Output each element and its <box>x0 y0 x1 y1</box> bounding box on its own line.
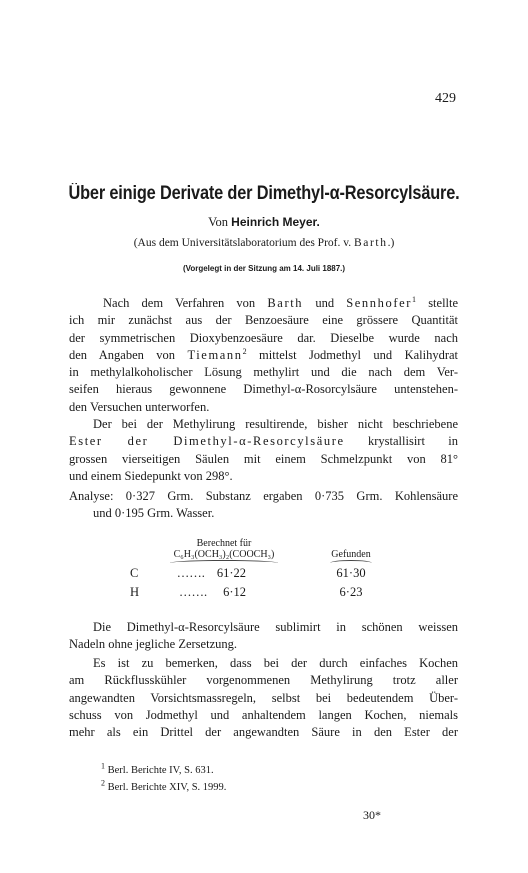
author-name: Heinrich Meyer. <box>231 215 320 229</box>
analysis-line-1: Analyse: 0·327 Grm. Substanz ergaben 0·735 Grm. Kohlensäure <box>69 489 458 503</box>
row-calculated: ……. 61·22 <box>176 566 246 580</box>
p1-line-3: der symmetrischen Dioxybenzoesäure dar. Dieselbe wurde nach <box>69 330 458 345</box>
affiliation <box>0 237 528 249</box>
calc-header-left: Berechnet für <box>196 538 252 549</box>
affiliation-name: Barth <box>354 237 388 249</box>
p1-line-5: in methylalkoholischer Lösung methylirt und die nach dem Ver- <box>69 365 458 380</box>
p1-line-7: den Versuchen unterworfen. <box>69 399 210 414</box>
calc-formula: C₆H₃(OCH₃)₂(COOCH₃) <box>162 549 286 566</box>
p4-line-2: am Rückflusskühler vorgenommenen Methylirung trotz aller <box>69 673 458 688</box>
presented-note: (Vorgelegt in der Sitzung am 14. Juli 1887.) <box>182 264 346 273</box>
p2-line-4: und einem Siedepunkt von 298°. <box>69 468 233 483</box>
paragraph-2 <box>69 416 458 485</box>
analysis <box>69 488 458 523</box>
calc-row-c <box>130 566 386 585</box>
page-number: 429 <box>435 91 456 106</box>
p4-line-3: angewandten Vorsichtsmassregeln, selbst bei bedeutendem Über- <box>69 690 458 705</box>
p2-line-2: Ester der Dimethyl-α-Resorcylsäure krystallisirt in <box>69 434 458 449</box>
p4-line-1: Es ist zu bemerken, dass bei der durch einfaches Kochen <box>93 656 458 670</box>
p3-line-2: Nadeln ohne jegliche Zersetzung. <box>69 637 237 652</box>
paragraph-4 <box>69 655 458 741</box>
p4-line-4: schuss von Jodmethyl und anhaltendem langen Kochen, niemals <box>69 707 458 722</box>
p1-line-4: den Angaben von Tiemann$^2$ mittelst Jodmethyl und Kalihydrat <box>69 346 459 362</box>
author-line <box>0 215 528 230</box>
calc-header-right: Gefunden <box>316 549 386 566</box>
p3-line-1: Die Dimethyl-α-Resorcylsäure sublimirt in schönen weissen <box>93 620 458 634</box>
row-element: C <box>130 566 139 580</box>
author-prefix: Von <box>208 215 229 229</box>
p4-line-5: mehr als ein Drittel der angewandten Säure in den Ester der <box>69 725 458 740</box>
p2-line-3: grossen vierseitigen Säulen mit einem Schmelzpunkt von 81° <box>69 451 458 466</box>
p1-line-6: seifen hieraus gewonnene Dimethyl-α-Rosorcylsäure untenstehen- <box>69 382 458 397</box>
article-title: Über einige Derivate der Dimethyl-α-Resorcylsäure. <box>68 183 460 204</box>
signature-mark: 30* <box>363 808 381 822</box>
row-found: 6·23 <box>339 585 363 599</box>
paragraph-1 <box>69 295 458 416</box>
affiliation-post: .) <box>387 237 395 249</box>
p1-line-1: Nach dem Verfahren von Barth und Sennhofer$^1$ stellte <box>103 294 459 310</box>
calc-row-h <box>130 585 386 604</box>
row-calculated: ……. 6·12 <box>178 585 246 599</box>
footnote-2: $^2$ Berl. Berichte XIV, S. 1999. <box>101 778 227 793</box>
row-element: H <box>130 585 140 599</box>
p2-line-1: Der bei der Methylirung resultirende, bisher nicht beschriebene <box>93 417 458 431</box>
analysis-line-2: und 0·195 Grm. Wasser. <box>93 506 215 521</box>
p1-line-2: ich mir zunächst aus der Benzoesäure eine grössere Quantität <box>69 313 458 328</box>
affiliation-pre: (Aus dem Universitätslaboratorium des Prof. v. <box>133 237 352 249</box>
paragraph-3 <box>69 619 458 654</box>
footnote-1: $^1$ Berl. Berichte IV, S. 631. <box>101 761 214 776</box>
row-found: 61·30 <box>336 566 366 580</box>
calculation-table <box>130 538 386 604</box>
